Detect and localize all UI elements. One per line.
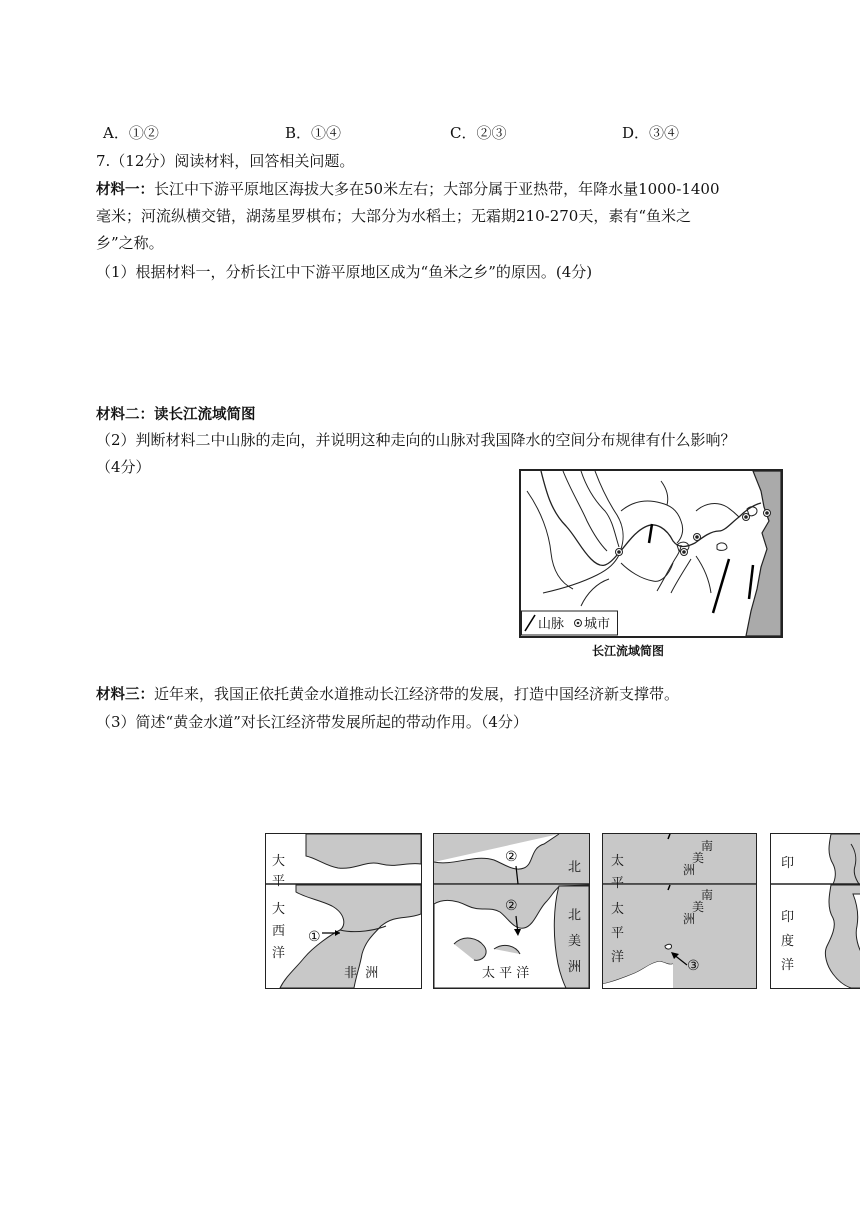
- material1-line1: [96, 179, 720, 200]
- material1-line2: 毫米；河流纵横交错，湖荡星罗棋布；大部分为水稻土；无霜期210-270天，素有“鱼米之: [96, 207, 692, 225]
- map2-continent-3: 洲: [568, 960, 582, 975]
- map3-top-continent-1: 南: [701, 839, 714, 853]
- map1-ocean-2: 西: [272, 924, 286, 939]
- option-a: A．①②: [103, 124, 159, 142]
- question-1: （1）根据材料一，分析长江中下游平原地区成为“鱼米之乡”的原因。(4分): [96, 263, 593, 281]
- map3-ocean-1: 太: [611, 902, 625, 917]
- material2-text: 读长江流域简图: [154, 407, 256, 423]
- material1-line3: 乡”之称。: [96, 234, 164, 252]
- map1-marker: ①: [308, 929, 321, 945]
- option-d: D．③④: [622, 124, 680, 142]
- strait-map-2: [433, 833, 590, 989]
- map3-continent-3: 洲: [683, 912, 696, 926]
- map4-ocean-2: 度: [781, 934, 795, 949]
- strait-map-3: [602, 833, 757, 989]
- map3-ocean-3: 洋: [611, 950, 625, 965]
- question-stem: 7.（12分）阅读材料，回答相关问题。: [96, 152, 355, 170]
- map2-continent-1: 北: [568, 908, 582, 923]
- option-b: B．①④: [285, 124, 342, 142]
- map3-top-ocean-2: 平: [611, 876, 625, 891]
- option-c: C．②③: [450, 124, 507, 142]
- question-3: （3）简述“黄金水道”对长江经济带发展所起的带动作用。（4分）: [96, 713, 528, 731]
- map-caption: 长江流域简图: [592, 644, 665, 658]
- map2-ocean: 太 平 洋: [482, 966, 530, 981]
- question-2-line1: （2）判断材料二中山脉的走向，并说明这种走向的山脉对我国降水的空间分布规律有什么影响？: [96, 431, 736, 449]
- map2-marker: ②: [505, 898, 518, 914]
- question-2-line2: （4分）: [96, 458, 151, 476]
- map3-continent-2: 美: [692, 900, 705, 914]
- map3-top-continent-3: 洲: [683, 863, 696, 877]
- map3-ocean-2: 平: [611, 926, 625, 941]
- map2-continent-2: 美: [568, 934, 582, 949]
- material3-label: 材料三：: [96, 687, 154, 703]
- strait-map-4: [770, 833, 860, 989]
- map1-continent: 非 洲: [344, 966, 379, 981]
- legend-city-label: 城市: [584, 617, 611, 632]
- map2-marker-top: ②: [505, 849, 518, 865]
- map4-ocean-1: 印: [781, 910, 795, 925]
- legend-mountain-label: 山脉: [538, 617, 565, 632]
- strait-map-1: [265, 833, 422, 989]
- map3-top-continent-2: 美: [692, 851, 705, 865]
- map1-top-ocean-2: 平: [272, 874, 286, 889]
- map3-top-ocean-1: 太: [611, 854, 625, 869]
- map4-top-ocean: 印: [781, 856, 795, 871]
- map3-marker: ③: [687, 958, 700, 974]
- map3-continent-1: 南: [701, 888, 714, 902]
- map2-top-continent: 北: [568, 860, 582, 875]
- map1-ocean-1: 大: [272, 902, 286, 917]
- map4-ocean-3: 洋: [781, 958, 795, 973]
- material1-text: 长江中下游平原地区海拔大多在50米左右；大部分属于亚热带，年降水量1000-1400: [154, 180, 720, 198]
- material3-line: [96, 684, 679, 705]
- yangtze-basin-map: [519, 469, 783, 638]
- material2-label: 材料二：: [96, 407, 154, 423]
- map1-top-ocean-1: 大: [272, 854, 286, 869]
- material2-line: [96, 404, 256, 425]
- material1-label: 材料一：: [96, 182, 154, 198]
- material3-text: 近年来，我国正依托黄金水道推动长江经济带的发展，打造中国经济新支撑带。: [154, 685, 680, 703]
- map1-ocean-3: 洋: [272, 946, 286, 961]
